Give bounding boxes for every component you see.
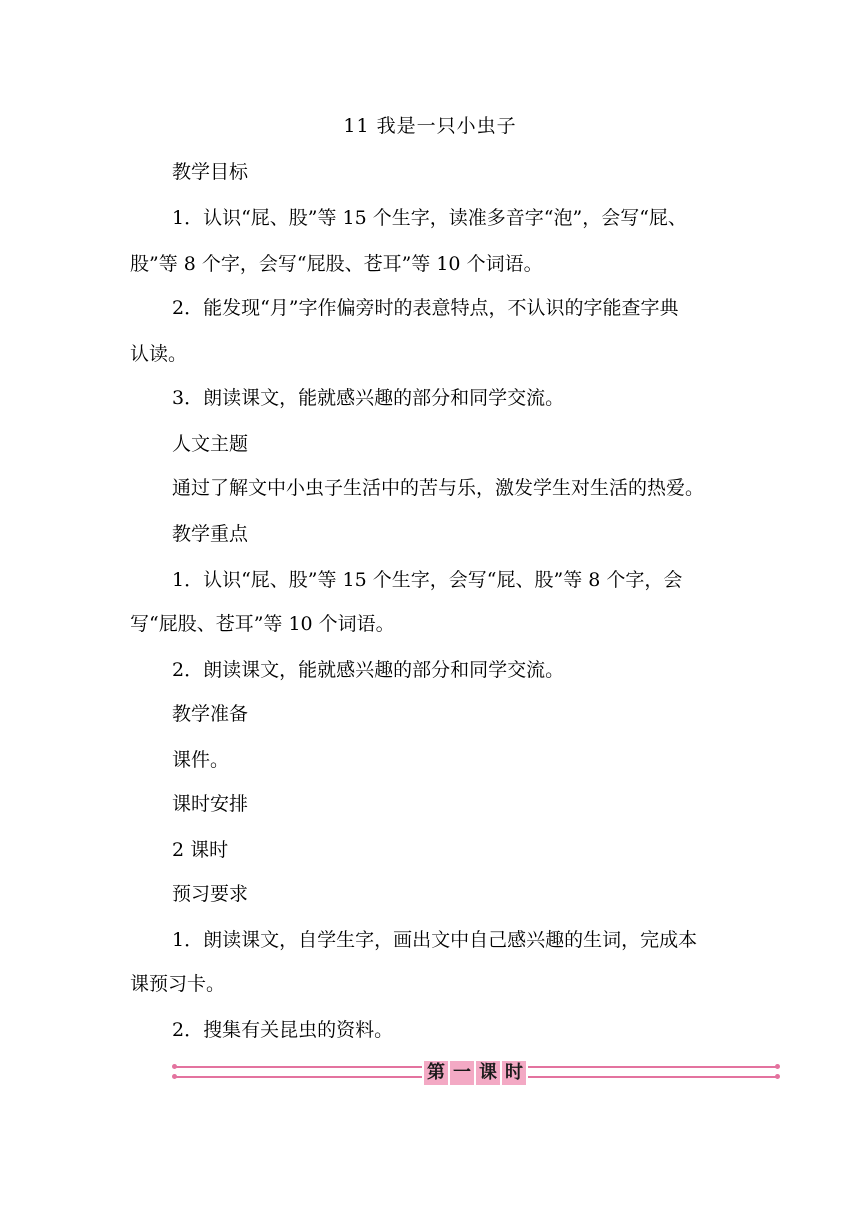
divider-rule-left-bottom [176,1076,422,1078]
badge-char: 一 [450,1061,474,1085]
divider-rule-right-bottom [528,1076,776,1078]
heading-humanities-theme: 人文主题 [172,433,249,455]
preview-1-line-1: 1．朗读课文，自学生字，画出文中自己感兴趣的生词，完成本 [172,929,698,951]
badge-char: 课 [476,1061,500,1085]
heading-teaching-focus: 教学重点 [172,523,249,545]
divider-dot-right-top [775,1064,780,1069]
badge-char: 时 [502,1061,526,1085]
lesson-title: 11 我是一只小虫子 [343,115,517,137]
focus-2: 2．朗读课文，能就感兴趣的部分和同学交流。 [172,659,565,681]
goal-1-line-1: 1．认识“屁、股”等 15 个生字，读准多音字“泡”，会写“屁、 [172,207,687,229]
theme-text: 通过了解文中小虫子生活中的苦与乐，激发学生对生活的热爱。 [172,477,705,499]
heading-teaching-goals: 教学目标 [172,161,249,183]
divider-dot-right-bottom [775,1074,780,1079]
goal-1-line-2: 股”等 8 个字，会写“屁股、苍耳”等 10 个词语。 [130,253,543,275]
focus-1-line-2: 写“屁股、苍耳”等 10 个词语。 [130,613,395,635]
divider-rule-right-top [528,1066,776,1068]
preview-1-line-2: 课预习卡。 [130,973,226,995]
goal-2-line-2: 认读。 [130,343,188,365]
divider-rule-left-top [176,1066,422,1068]
heading-class-schedule: 课时安排 [172,793,249,815]
goal-3: 3．朗读课文，能就感兴趣的部分和同学交流。 [172,387,565,409]
section-divider [172,1058,780,1088]
preparation-text: 课件。 [172,749,230,771]
section-badge-first-lesson [424,1061,526,1085]
preview-2: 2．搜集有关昆虫的资料。 [172,1019,394,1041]
heading-teaching-preparation: 教学准备 [172,703,249,725]
schedule-text: 2 课时 [172,839,229,861]
heading-preview-requirements: 预习要求 [172,883,249,905]
focus-1-line-1: 1．认识“屁、股”等 15 个生字，会写“屁、股”等 8 个字，会 [172,569,683,591]
goal-2-line-1: 2．能发现“月”字作偏旁时的表意特点，不认识的字能查字典 [172,297,679,319]
badge-char: 第 [424,1061,448,1085]
